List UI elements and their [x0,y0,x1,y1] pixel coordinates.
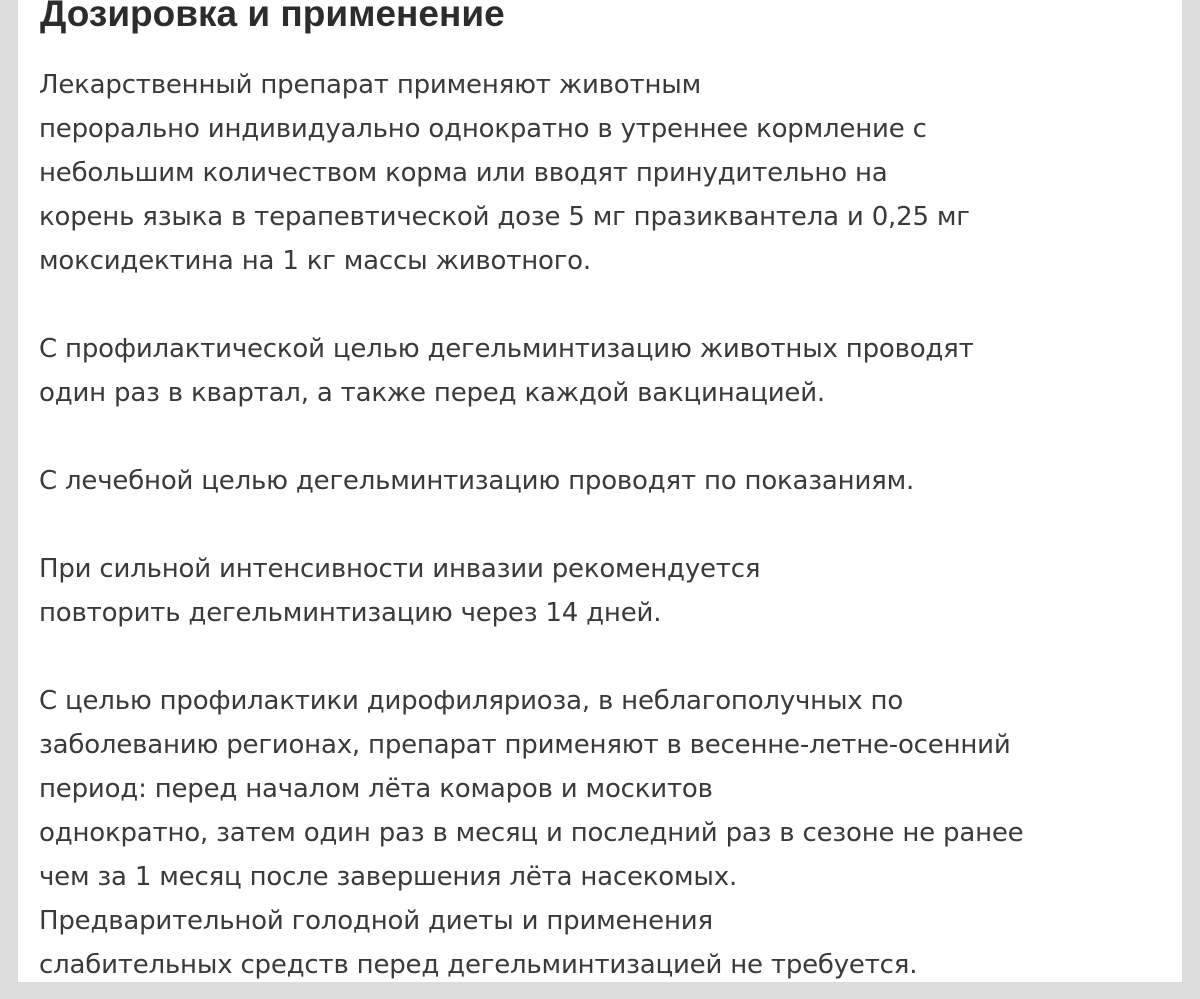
paragraph-prophylaxis [39,327,1169,415]
text-line: С лечебной целью дегельминтизацию проводят по показаниям. [39,466,915,496]
text-line: однократно, затем один раз в месяц и последний раз в сезоне не ранее [39,818,1024,848]
text-line: При сильной интенсивности инвазии рекомендуется [39,554,761,584]
paragraph-dirofilariasis [39,679,1169,987]
text-line: С целью профилактики дирофиляриоза, в неблагополучных по [39,686,904,716]
section-heading: Дозировка и применение [40,0,505,34]
text-line: корень языка в терапевтической дозе 5 мг празиквантела и 0,25 мг [39,202,970,232]
text-line: моксидектина на 1 кг массы животного. [39,246,591,276]
text-line: С профилактической целью дегельминтизацию животных проводят [39,334,974,364]
text-line: перорально индивидуально однократно в утреннее кормление с [39,114,927,144]
text-line: Предварительной голодной диеты и применения [39,906,713,936]
text-line: один раз в квартал, а также перед каждой вакцинацией. [39,378,825,408]
text-line: слабительных средств перед дегельминтизацией не требуется. [39,950,918,980]
text-line: повторить дегельминтизацию через 14 дней. [39,598,662,628]
paragraph-dosage [39,63,1169,283]
text-line: заболеванию регионах, препарат применяют в весенне-летне-осенний [39,730,1011,760]
section-body [39,63,1169,987]
text-line: чем за 1 месяц после завершения лёта насекомых. [39,862,738,892]
paragraph-repeat [39,547,1169,635]
text-line: Лекарственный препарат применяют животным [39,70,701,100]
text-line: период: перед началом лёта комаров и москитов [39,774,713,804]
paragraph-treatment [39,459,1169,503]
content-card [18,0,1182,982]
text-line: небольшим количеством корма или вводят принудительно на [39,158,888,188]
